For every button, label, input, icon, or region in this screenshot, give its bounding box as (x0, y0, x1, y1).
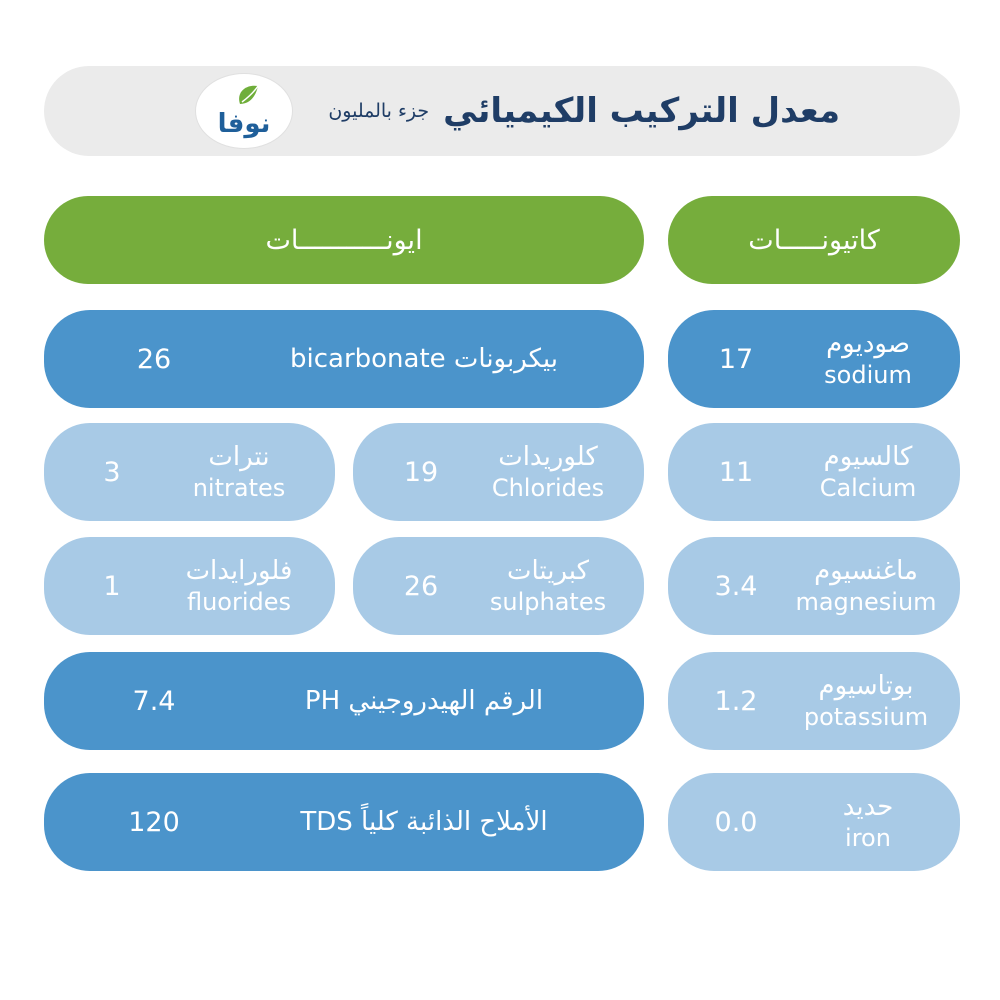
anion-label: الأملاح الذائبة كلياً TDS (300, 807, 548, 837)
cation-value: 1.2 (714, 685, 758, 717)
cation-iron (668, 773, 960, 871)
anion-bicarbonate (44, 310, 644, 408)
anion-value: 120 (128, 806, 180, 838)
cation-label: بوتاسيوم potassium (803, 670, 929, 732)
anion-fluorides (44, 537, 335, 635)
cation-label: صوديوم sodium (824, 328, 912, 390)
cation-value: 3.4 (714, 570, 758, 602)
cation-value: 17 (718, 343, 754, 375)
anion-ph (44, 652, 644, 750)
anion-label: الرقم الهيدروجيني PH (304, 686, 544, 716)
leaf-logo-icon (196, 74, 292, 148)
cation-potassium (668, 652, 960, 750)
anion-label: كلوريدات Chlorides (491, 441, 605, 503)
anion-value: 19 (403, 456, 439, 488)
cation-value: 0.0 (714, 806, 758, 838)
anion-chlorides (353, 423, 644, 521)
anion-value: 26 (403, 570, 439, 602)
anion-nitrates (44, 423, 335, 521)
cations-header: كاتيونـــــات (668, 196, 960, 284)
cation-value: 11 (718, 456, 754, 488)
anion-value: 26 (136, 343, 172, 375)
title-main: معدل التركيب الكيميائي (443, 91, 840, 131)
header-banner (44, 66, 960, 156)
anion-value: 7.4 (132, 685, 176, 717)
anion-value: 1 (103, 570, 121, 602)
svg-text:نوفا: نوفا (217, 109, 271, 139)
anion-label: بيكربونات bicarbonate (289, 344, 559, 374)
anion-sulphates (353, 537, 644, 635)
brand-logo (196, 74, 292, 148)
cation-label: حديد iron (842, 791, 894, 853)
anion-label: كبريتات sulphates (489, 555, 607, 617)
anion-value: 3 (103, 456, 121, 488)
cation-calcium (668, 423, 960, 521)
cation-label: ماغنسيوم magnesium (795, 555, 937, 617)
anion-label: فلورايدات fluorides (185, 555, 293, 617)
cation-sodium (668, 310, 960, 408)
anion-tds (44, 773, 644, 871)
page-title (328, 88, 840, 134)
anions-header: ايونـــــــــــات (44, 196, 644, 284)
anion-label: نترات nitrates (192, 441, 286, 503)
title-unit: جزء بالمليون (328, 100, 430, 122)
cation-magnesium (668, 537, 960, 635)
cation-label: كالسيوم Calcium (819, 441, 917, 503)
